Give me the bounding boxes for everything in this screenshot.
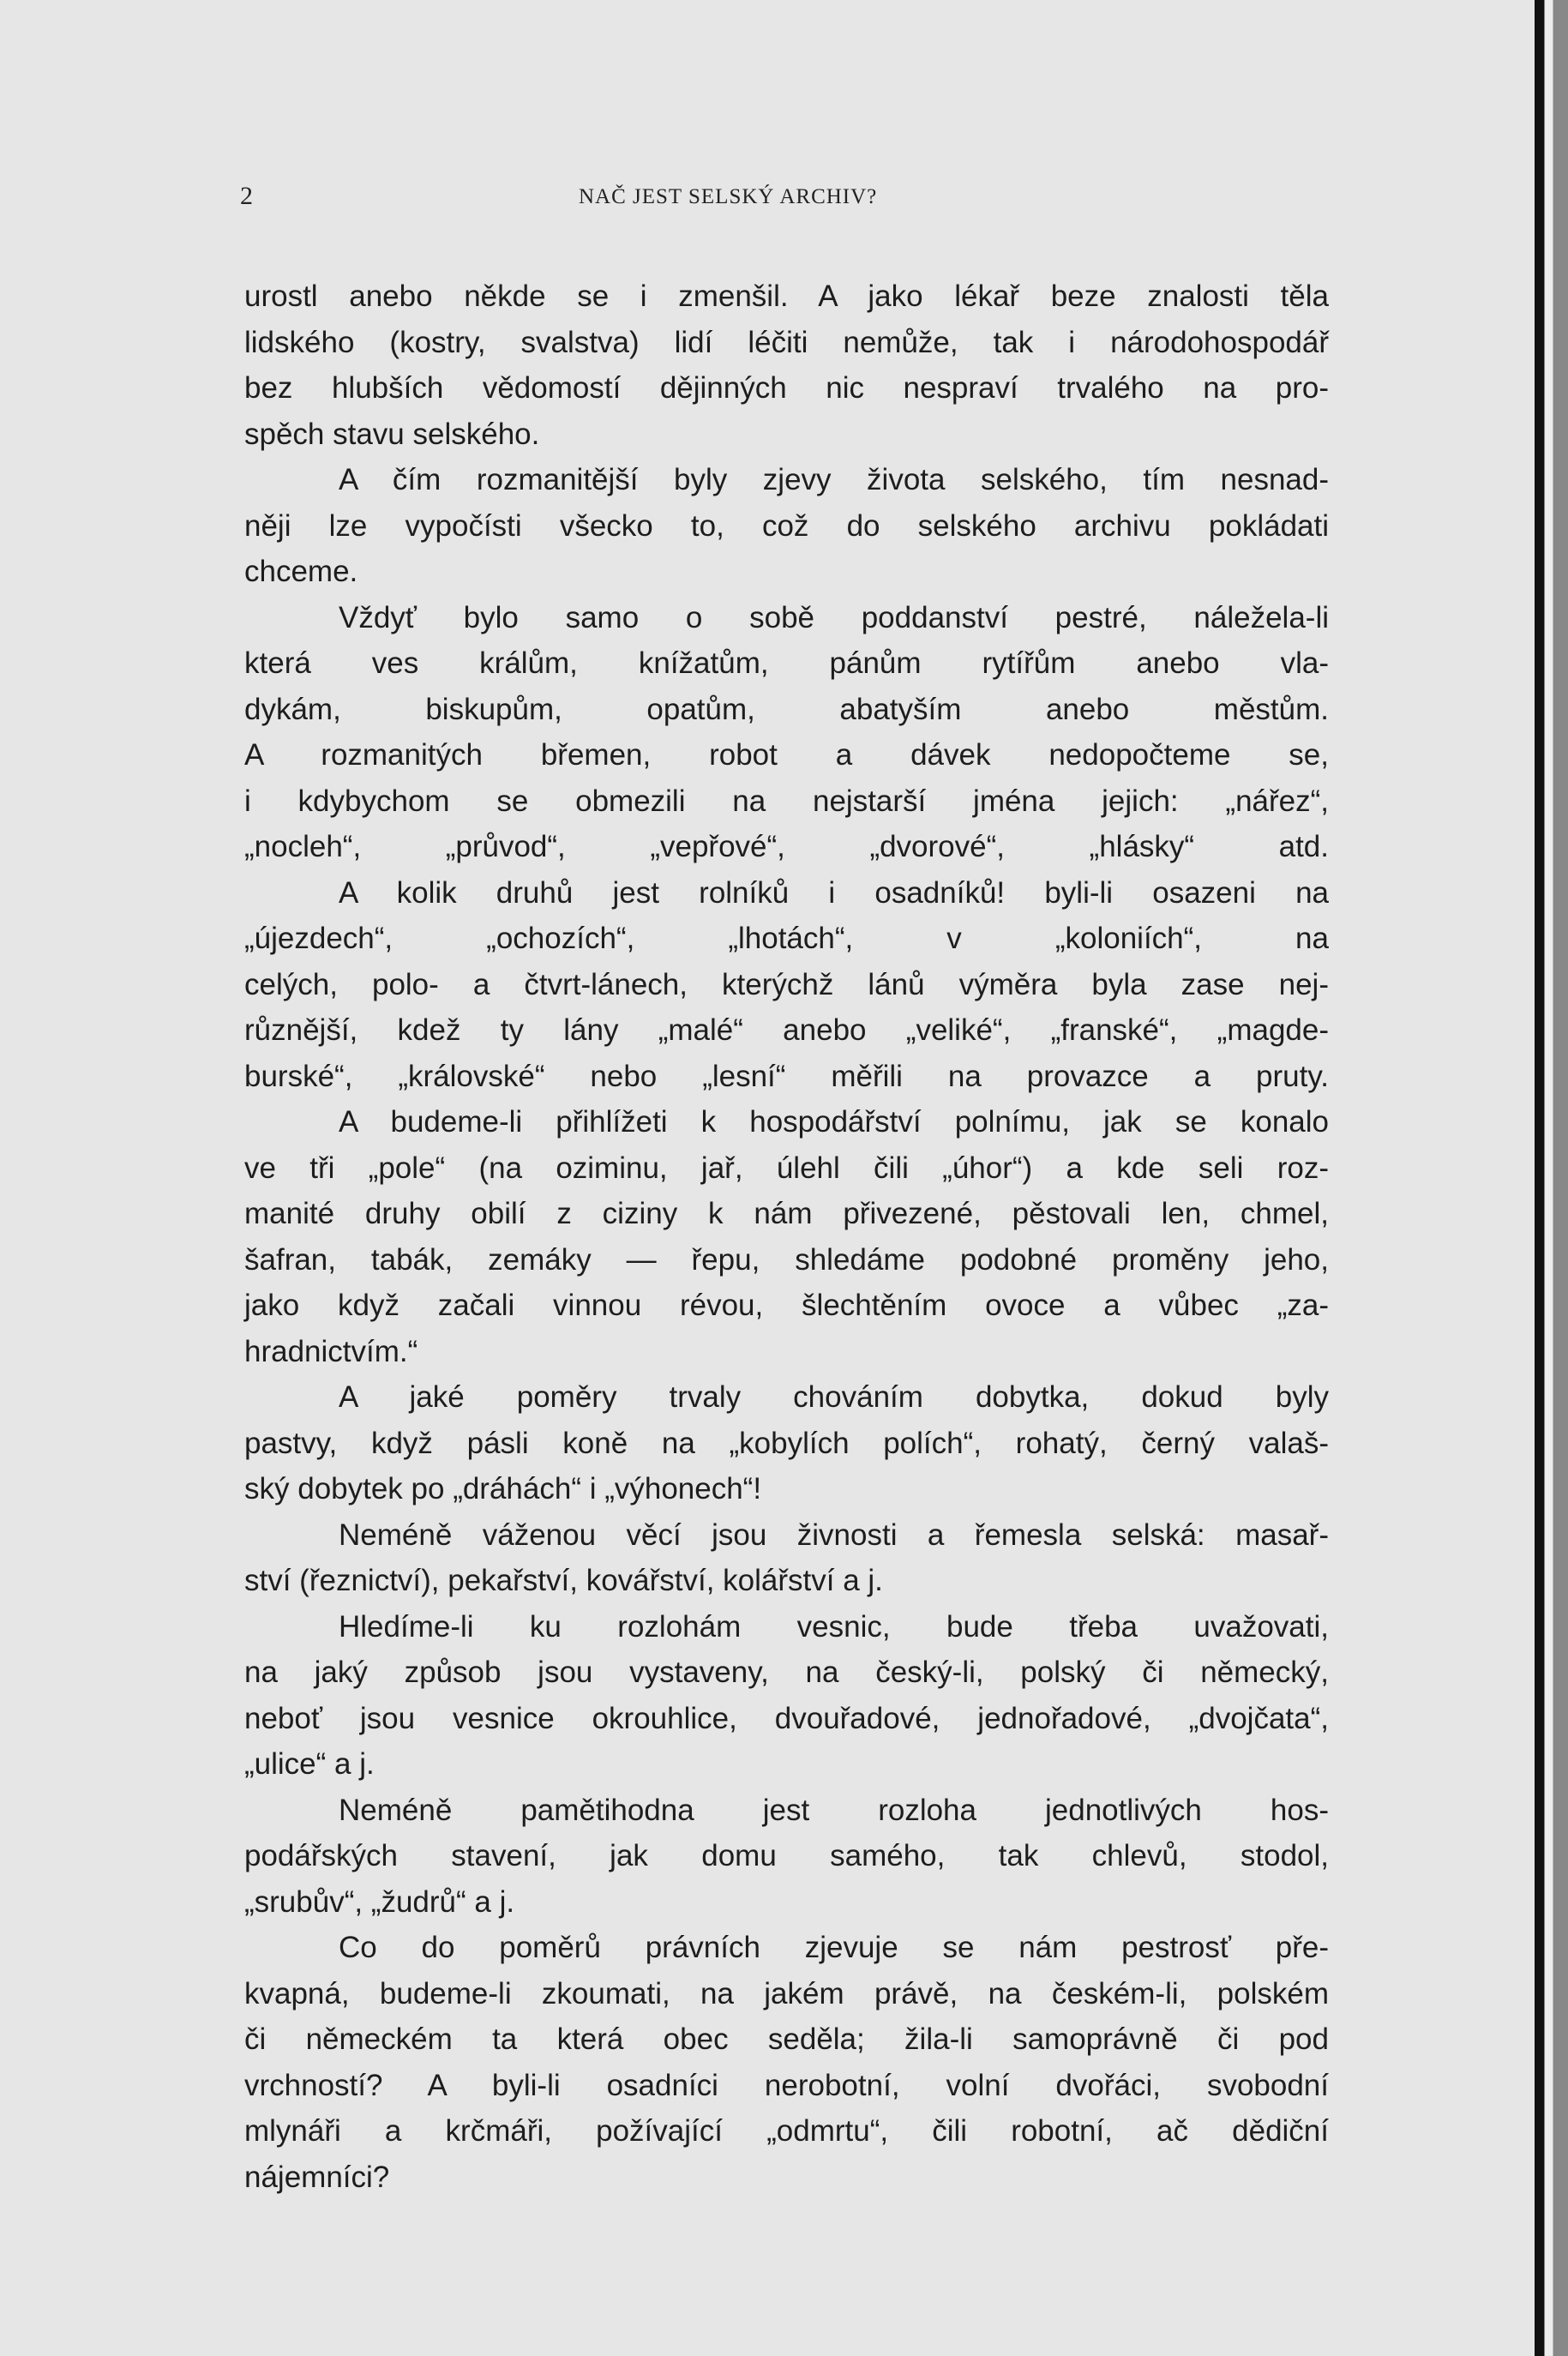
- text-line: A jaké poměry trvaly chováním dobytka, dokud byly: [339, 1380, 1329, 1414]
- text-line: pastvy, když pásli koně na „kobylích polích“, rohatý, černý valaš-: [244, 1426, 1329, 1460]
- text-line: urostl anebo někde se i zmenšil. A jako lékař beze znalosti těla: [244, 279, 1329, 313]
- page-number: 2: [240, 182, 253, 210]
- text-line: na jaký způsob jsou vystaveny, na český-li, polský či německý,: [244, 1656, 1329, 1689]
- text-line: mlynáři a krčmáři, požívající „odmrtu“, čili robotní, ač dědiční: [244, 2114, 1329, 2148]
- text-line: celých, polo- a čtvrt-lánech, kterýchž lánů výměra byla zase nej-: [244, 967, 1329, 1001]
- text-line: kvapná, budeme-li zkoumati, na jakém právě, na českém-li, polském: [244, 1976, 1329, 2010]
- text-line: ství (řeznictví), pekařství, kovářství, kolářství a j.: [244, 1564, 883, 1597]
- text-line: Hledíme-li ku rozlohám vesnic, bude třeba uvažovati,: [339, 1609, 1329, 1644]
- text-line: Co do poměrů právních zjevuje se nám pestrosť pře-: [339, 1931, 1329, 1964]
- scan-edge: [1535, 0, 1568, 2356]
- text-line: burské“, „královské“ nebo „lesní“ měřili na provazce a pruty.: [244, 1059, 1329, 1093]
- text-line: ve tři „pole“ (na oziminu, jař, úlehl čili „úhor“) a kde seli roz-: [244, 1151, 1329, 1185]
- text-line: podářských stavení, jak domu samého, tak chlevů, stodol,: [244, 1839, 1329, 1872]
- text-line: nájemníci?: [244, 2160, 390, 2194]
- text-line: lidského (kostry, svalstva) lidí léčiti nemůže, tak i národohospodář: [244, 325, 1329, 359]
- text-line: manité druhy obilí z ciziny k nám přivezené, pěstovali len, chmel,: [244, 1197, 1329, 1230]
- text-line: A kolik druhů jest rolníků i osadníků! byli-li osazeni na: [339, 875, 1329, 910]
- text-line: či německém ta která obec seděla; žila-li samoprávně či pod: [244, 2022, 1329, 2056]
- text-line: „újezdech“, „ochozích“, „lhotách“, v „koloniích“, na: [244, 922, 1329, 955]
- text-line: A budeme-li přihlížeti k hospodářství polnímu, jak se konalo: [339, 1105, 1329, 1139]
- text-line: různější, kdež ty lány „malé“ anebo „veliké“, „franské“, „magde-: [244, 1013, 1329, 1047]
- text-line: A čím rozmanitější byly zjevy života selského, tím nesnad-: [339, 463, 1329, 496]
- text-line: i kdybychom se obmezili na nejstarší jména jejich: „nářez“,: [244, 784, 1329, 818]
- text-line: hradnictvím.“: [244, 1334, 418, 1368]
- body-text: [244, 273, 1329, 2200]
- text-line: která ves králům, knížatům, pánům rytířům anebo vla-: [244, 646, 1329, 680]
- page-header: [240, 182, 1320, 216]
- text-line: vrchností? A byli-li osadníci nerobotní, volní dvořáci, svobodní: [244, 2068, 1329, 2102]
- text-line: šafran, tabák, zemáky — řepu, shledáme podobné proměny jeho,: [244, 1242, 1329, 1277]
- text-line: „nocleh“, „průvod“, „vepřové“, „dvorové“, „hlásky“ atd.: [244, 830, 1329, 863]
- text-line: „ulice“ a j.: [244, 1747, 375, 1781]
- text-line: spěch stavu selského.: [244, 417, 540, 451]
- text-line: chceme.: [244, 555, 358, 588]
- text-line: neboť jsou vesnice okrouhlice, dvouřadové, jednořadové, „dvojčata“,: [244, 1701, 1329, 1735]
- text-line: dykám, biskupům, opatům, abatyším anebo městům.: [244, 692, 1329, 726]
- text-line: „srubův“, „žudrů“ a j.: [244, 1884, 515, 1919]
- text-line: Neméně váženou věcí jsou živnosti a řemesla selská: masař-: [339, 1518, 1329, 1552]
- text-line: něji lze vypočísti všecko to, což do selského archivu pokládati: [244, 508, 1329, 543]
- text-line: Neméně pamětihodna jest rozloha jednotlivých hos-: [339, 1793, 1329, 1827]
- running-title: NAČ JEST SELSKÝ ARCHIV?: [579, 185, 878, 208]
- text-line: Vždyť bylo samo o sobě poddanství pestré, náležela-li: [339, 600, 1329, 634]
- text-line: jako když začali vinnou révou, šlechtěním ovoce a vůbec „za-: [244, 1289, 1329, 1322]
- text-line: A rozmanitých břemen, robot a dávek nedopočteme se,: [244, 738, 1329, 772]
- text-line: ský dobytek po „dráhách“ i „výhonech“!: [244, 1472, 762, 1506]
- text-line: bez hlubších vědomostí dějinných nic nespraví trvalého na pro-: [244, 371, 1329, 405]
